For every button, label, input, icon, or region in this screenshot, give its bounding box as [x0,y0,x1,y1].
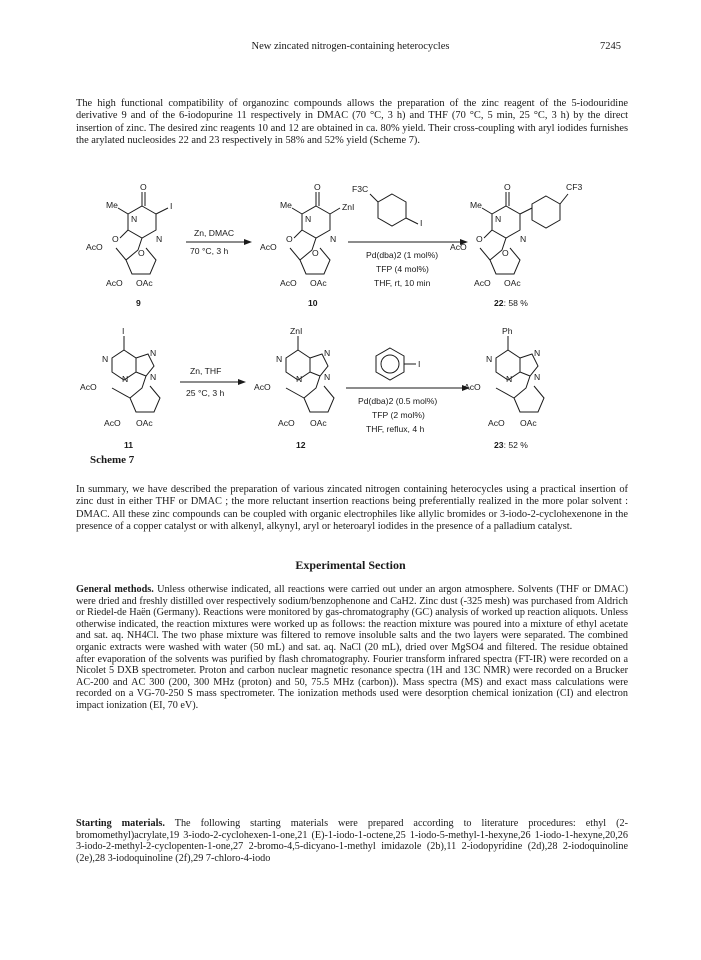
aco2-label-11: AcO [104,418,121,428]
aryl-iodo-label-row1: I [420,218,423,228]
compound-11-structure [80,326,160,428]
methyl-label-10: Me [280,200,292,210]
carbonyl-o-22: O [504,182,511,192]
iodo-label-9: I [170,201,173,211]
o-label-10: O [286,234,293,244]
experimental-heading: Experimental Section [295,558,406,572]
carbonyl-o-9: O [140,182,147,192]
n3-label-23: N [506,374,513,384]
aco-label-11: AcO [80,382,97,392]
page-number: 7245 [600,41,621,52]
methyl-label-9: Me [106,200,118,210]
zni-label-12: ZnI [290,326,303,336]
scheme-drawing [76,176,636,456]
aco-label-9: AcO [86,242,103,252]
o-label-22: O [476,234,483,244]
n-label-10: N [305,214,312,224]
summary-paragraph: In summary, we have described the preparation of various zincated nitrogen containing heterocycles using a practical insertion of zinc dust in either THF or DMAC ; the more reluctant insertion reactions being preferentially realized in the more polar solvent : DMAC. All these zinc compounds can be coupled with organic electrophiles like allylic bromides or 3-iodo-2-cyclohexenone in the presence of a copper catalyst or with alkenyl, alkynyl, aryl or heteroaryl iodides in the presence of a palladium catalyst. [76,484,628,533]
compound-23-structure [464,326,544,428]
cf3-label: CF3 [566,182,583,192]
methyl-label-22: Me [470,200,482,210]
compound-23-number: 23 [494,440,504,450]
step1-reagent-row2: Zn, THF [190,366,222,376]
running-title: New zincated nitrogen-containing heterocycles [251,41,450,52]
n7-label-23: N [534,348,541,358]
ring-o-9: O [138,248,145,258]
scheme-label: Scheme 7 [90,454,135,466]
n-label-9: N [131,214,138,224]
aryl-iodo-label-row2: I [418,359,421,369]
n2-label-22: N [520,234,527,244]
compound-10-number: 10 [308,298,318,308]
step2-conditions-row1: THF, rt, 10 min [374,278,431,288]
step1-conditions-row1: 70 °C, 3 h [190,246,229,256]
aco-label-22: AcO [450,242,467,252]
ring-o-10: O [312,248,319,258]
yield-22: : 58 % [503,298,528,308]
n3-label-11: N [122,374,129,384]
oac-label-9: OAc [136,278,153,288]
compound-10-structure [260,182,354,288]
n3-label-12: N [296,374,303,384]
compound-12-number: 12 [296,440,306,450]
aryl-iodide-reagent-row1 [352,184,422,228]
intro-paragraph: The high functional compatibility of organozinc compounds allows the preparation of the zinc reagent of the 5-iodouridine derivative 9 and of the 6-iodopurine 11 respectively in DMAC (70 °C, 3 h) and THF (70 °C, 5 min, 25 °C, 3 h) by the direct insertion of zinc. The desired zinc reagents 10 and 12 are obtained in ca. 80% yield. Their cross-coupling with aryl iodides furnishes the arylated nucleosides 22 and 23 respectively in 58% and 52% yield (Scheme 7). [76,98,628,147]
ring-o-22: O [502,248,509,258]
compound-22-number: 22 [494,298,504,308]
o-label-9: O [112,234,119,244]
oac-label-12: OAc [310,418,327,428]
general-methods-text: Unless otherwise indicated, all reactions were carried out under an argon atmosphere. Solvents (THF or DMAC) were dried and freshly distilled over respectively sodium/benzophenone and CaH2. Zinc dust (-325 mesh) was purchased from Aldrich or Riedel-de Haën (Germany). Reactions were monitored by gas-chromatography (GC) analysis of worked up reaction aliquots. Unless otherwise indicated, the reaction mixtures were worked up as follows: the reaction mixture was poured into a mixture of ethyl acetate and sat. aq. NH4Cl. The two phase mixture was filtered to remove insoluble salts and the two layers were separated. The combined organic extracts were washed with water (50 mL) and sat. aq. NaCl (20 mL), dried over MgSO4 and filtered. The residue obtained after evaporation of the solvents was purified by flash chromatography. Fourier transform infrared spectra (FT-IR) were recorded on a Nicolet 5 DXB spectrometer. Proton and carbon nuclear magnetic resonance spectra (1H and 13C NMR) were recorded on a Brucker AC-200 and AC 300 (200, 300 MHz (proton) and 50, 75.5 MHz (carbon)). Mass spectra (MS) and exact mass calculations were recorded on a VG-70-250 S mass spectrometer. The ionization methods used were desorption chemical ionization (CI) and electron impact ionization (EI, 70 eV). [76,584,628,711]
oac-label-23: OAc [520,418,537,428]
compound-22-caption [494,298,528,308]
compound-22-structure [450,182,582,288]
n7-label-11: N [150,348,157,358]
oac-label-22: OAc [504,278,521,288]
n-label-22: N [495,214,502,224]
n1-label-11: N [102,354,109,364]
aco2-label-22: AcO [474,278,491,288]
n1-label-12: N [276,354,283,364]
step2-catalyst-row1: Pd(dba)2 (1 mol%) [366,250,439,260]
aco2-label-23: AcO [488,418,505,428]
step1-reagent-row1: Zn, DMAC [194,228,235,238]
zni-label-10: ZnI [342,202,355,212]
step2-catalyst-row2: Pd(dba)2 (0.5 mol%) [358,396,438,406]
general-methods-lead: General methods. [76,584,154,595]
f3c-label: F3C [352,184,369,194]
oac-label-11: OAc [136,418,153,428]
n7-label-12: N [324,348,331,358]
step2-ligand-row2: TFP (2 mol%) [372,410,425,420]
general-methods-paragraph [76,584,628,712]
step2-conditions-row2: THF, reflux, 4 h [366,424,425,434]
step1-conditions-row2: 25 °C, 3 h [186,388,225,398]
n9-label-12: N [324,372,331,382]
aco-label-10: AcO [260,242,277,252]
scheme-7 [76,176,636,476]
compound-9-structure [86,182,172,288]
starting-materials-text: The following starting materials were prepared according to literature procedures: ethyl (2-bromomethyl)acrylate,19 3-iodo-2-cyclohexen-1-one,21 (E)-1-iodo-1-octene,25 1-iodo-5-methyl-1-hexyne,26 1-iodo-1-hexyne,20,26 3-iodo-2-methyl-2-cyclopenten-1-one,27 2-bromo-4,5-dicyano-1-methyl imidazole (2b),11 2-iodopyridine (2d),28 2-iodoquinoline (2e),28 3-iodoquinoline (2f),29 7-chloro-4-iodo [76,818,628,864]
step2-ligand-row1: TFP (4 mol%) [376,264,429,274]
oac-label-10: OAc [310,278,327,288]
compound-23-caption [494,440,528,450]
iodobenzene-reagent-row2 [376,348,420,380]
n2-label-9: N [156,234,163,244]
compound-9-number: 9 [136,298,141,308]
starting-materials-lead: Starting materials. [76,818,165,829]
ph-label-23: Ph [502,326,513,336]
n2-label-10: N [330,234,337,244]
yield-23: : 52 % [503,440,528,450]
n9-label-11: N [150,372,157,382]
aco-label-12: AcO [254,382,271,392]
starting-materials-paragraph [76,818,628,864]
n1-label-23: N [486,354,493,364]
aco-label-23: AcO [464,382,481,392]
aco2-label-10: AcO [280,278,297,288]
n9-label-23: N [534,372,541,382]
carbonyl-o-10: O [314,182,321,192]
iodo-label-11: I [122,326,125,336]
compound-11-number: 11 [124,440,134,450]
aco2-label-9: AcO [106,278,123,288]
running-head [0,41,701,55]
compound-12-structure [254,326,334,428]
aco2-label-12: AcO [278,418,295,428]
